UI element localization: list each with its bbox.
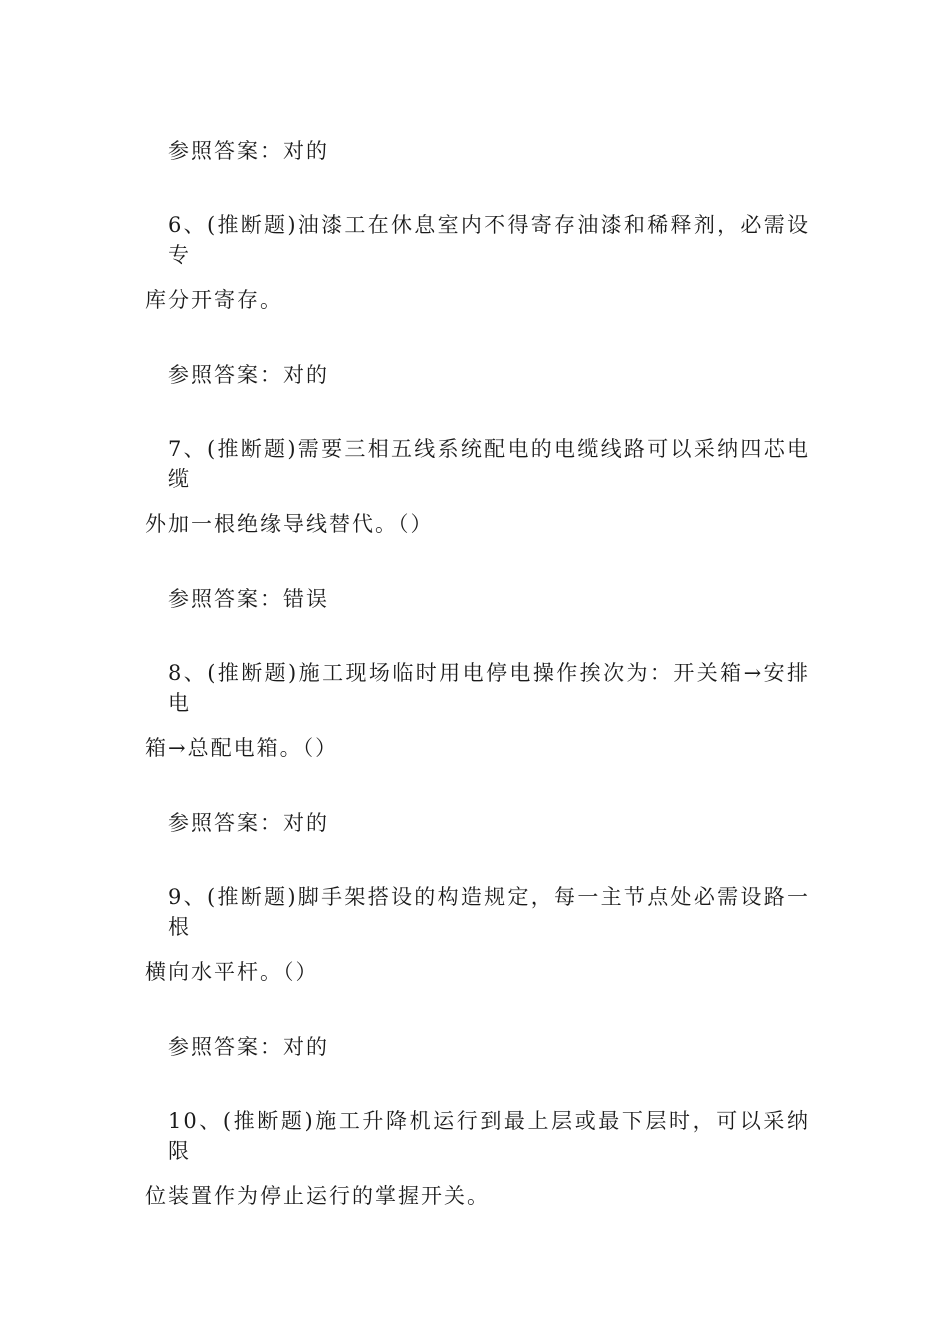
answer-line: 参照答案：错误 <box>168 587 329 611</box>
question-8-line-2: 箱→总配电箱。（） <box>145 736 339 760</box>
answer-line: 参照答案：对的 <box>168 363 329 387</box>
answer-line: 参照答案：对的 <box>168 139 329 163</box>
question-6-line-2: 库分开寄存。 <box>145 288 283 312</box>
question-8-line-1: 8、(推断题)施工现场临时用电停电操作挨次为：开关箱→安排电 <box>168 661 810 715</box>
question-9-line-2: 横向水平杆。（） <box>145 960 319 984</box>
answer-line: 参照答案：对的 <box>168 1035 329 1059</box>
question-10-line-1: 10、(推断题)施工升降机运行到最上层或最下层时，可以采纳限 <box>168 1109 810 1163</box>
question-7-line-1: 7、(推断题)需要三相五线系统配电的电缆线路可以采纳四芯电缆 <box>168 437 810 491</box>
answer-line: 参照答案：对的 <box>168 811 329 835</box>
question-7-line-2: 外加一根绝缘导线替代。（） <box>145 512 434 536</box>
question-6-line-1: 6、(推断题)油漆工在休息室内不得寄存油漆和稀释剂，必需设专 <box>168 213 810 267</box>
question-9-line-1: 9、(推断题)脚手架搭设的构造规定，每一主节点处必需设路一根 <box>168 885 810 939</box>
question-10-line-2: 位装置作为停止运行的掌握开关。 <box>145 1184 490 1208</box>
